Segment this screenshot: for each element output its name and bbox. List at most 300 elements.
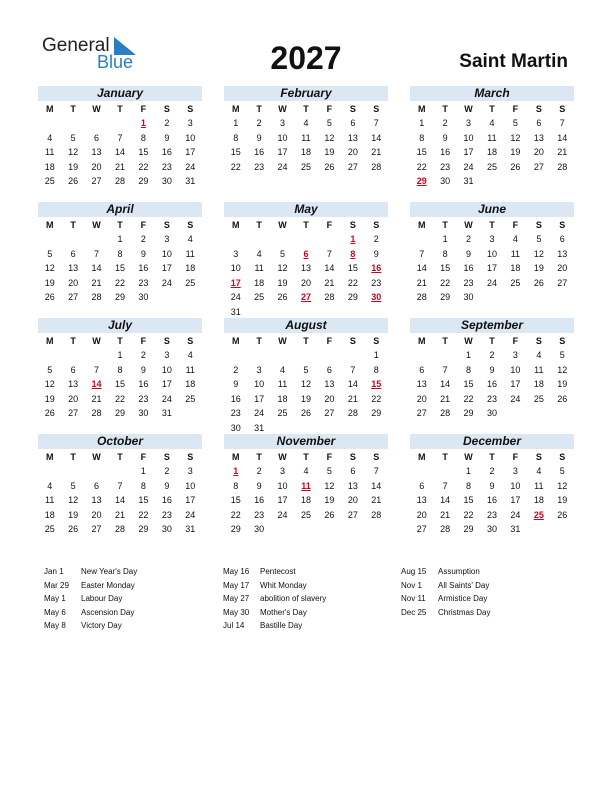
weekday-row <box>38 102 202 116</box>
weekday-label: W <box>278 452 287 462</box>
holiday-date: May 6 <box>44 607 66 617</box>
day-cell: 4 <box>187 350 193 360</box>
day-cell: 12 <box>533 248 544 259</box>
day-cell: 29 <box>371 408 382 418</box>
empty-cell <box>61 464 84 479</box>
month-september <box>410 318 574 421</box>
empty-cell <box>318 348 341 363</box>
day-cell: 23 <box>161 161 172 172</box>
day-grid <box>224 464 388 537</box>
weekday-label: S <box>187 336 194 346</box>
holiday-item <box>44 565 137 579</box>
day-cell: 15 <box>416 147 427 157</box>
weekday-label: W <box>278 336 287 346</box>
day-cell: 3 <box>164 234 170 244</box>
day-cell: 31 <box>254 422 265 433</box>
day-cell: 3 <box>256 364 262 375</box>
month-october <box>38 434 202 537</box>
holiday-date: Dec 25 <box>401 607 427 617</box>
day-cell: 19 <box>68 509 79 520</box>
day-cell: 5 <box>559 350 565 360</box>
weekday-label: T <box>256 220 262 230</box>
weekday-label: S <box>535 104 542 114</box>
day-cell: 12 <box>277 263 288 273</box>
empty-cell <box>410 232 433 247</box>
day-cell: 7 <box>419 248 425 259</box>
holiday-column <box>44 565 137 633</box>
weekday-label: T <box>256 452 262 462</box>
holiday-day: 17 <box>230 277 241 288</box>
day-cell: 6 <box>419 364 425 375</box>
day-cell: 7 <box>350 364 356 375</box>
holiday-item <box>44 592 137 606</box>
weekday-label: F <box>140 220 147 230</box>
month-january <box>38 86 202 189</box>
day-cell: 20 <box>347 495 358 505</box>
holiday-date: Nov 11 <box>401 594 426 604</box>
day-cell: 24 <box>486 277 497 288</box>
day-cell: 23 <box>486 393 497 404</box>
day-cell: 3 <box>512 466 518 476</box>
day-cell: 23 <box>371 277 382 288</box>
weekday-label: T <box>489 220 495 230</box>
day-cell: 25 <box>254 292 265 302</box>
day-cell: 17 <box>161 379 172 389</box>
day-cell: 25 <box>277 408 288 418</box>
month-march <box>410 86 574 189</box>
day-cell: 29 <box>114 408 125 418</box>
day-cell: 17 <box>486 263 497 273</box>
weekday-label: W <box>278 104 287 114</box>
day-cell: 25 <box>185 393 196 404</box>
weekday-row <box>410 450 574 464</box>
day-cell: 26 <box>300 408 311 418</box>
weekday-label: F <box>512 452 519 462</box>
day-cell: 20 <box>416 509 427 520</box>
holiday-name: Christmas Day <box>438 607 491 617</box>
weekday-label: S <box>349 336 356 346</box>
day-grid <box>410 116 574 189</box>
day-cell: 9 <box>466 248 472 259</box>
day-cell: 24 <box>161 393 172 404</box>
day-cell: 3 <box>164 350 170 360</box>
day-cell: 22 <box>230 161 241 172</box>
day-cell: 11 <box>45 495 55 505</box>
day-cell: 12 <box>300 379 311 389</box>
weekday-label: S <box>373 104 380 114</box>
weekday-row <box>410 102 574 116</box>
day-cell: 21 <box>440 509 451 520</box>
day-cell: 16 <box>138 263 149 273</box>
day-cell: 23 <box>230 408 241 418</box>
weekday-label: W <box>464 104 473 114</box>
day-cell: 10 <box>230 263 241 273</box>
day-cell: 2 <box>466 234 472 244</box>
month-june <box>410 202 574 305</box>
day-cell: 29 <box>463 408 474 418</box>
weekday-label: F <box>140 452 147 462</box>
day-cell: 19 <box>533 263 544 273</box>
day-cell: 2 <box>256 466 262 476</box>
day-cell: 6 <box>559 234 565 244</box>
day-cell: 24 <box>230 292 241 302</box>
month-november <box>224 434 388 537</box>
day-cell: 20 <box>68 393 79 404</box>
holiday-name: Mother's Day <box>260 607 307 617</box>
holiday-column <box>401 565 490 619</box>
empty-cell <box>294 348 317 363</box>
day-cell: 30 <box>440 176 451 186</box>
day-cell: 27 <box>347 509 358 520</box>
weekday-label: W <box>278 220 287 230</box>
day-cell: 27 <box>347 161 358 172</box>
month-header: August <box>224 318 388 333</box>
holiday-name: New Year's Day <box>81 567 138 576</box>
day-cell: 18 <box>533 495 544 505</box>
day-cell: 13 <box>557 248 568 259</box>
weekday-label: M <box>417 336 426 346</box>
empty-cell <box>410 464 433 479</box>
day-cell: 26 <box>324 161 335 172</box>
day-cell: 7 <box>94 364 100 375</box>
weekday-label: M <box>417 452 426 462</box>
weekday-row <box>38 450 202 464</box>
weekday-label: W <box>92 220 101 230</box>
month-header: February <box>224 86 388 101</box>
holiday-date: May 17 <box>223 580 250 590</box>
day-cell: 16 <box>486 495 497 505</box>
day-cell: 27 <box>557 277 568 288</box>
month-header: January <box>38 86 202 101</box>
day-cell: 9 <box>489 480 495 491</box>
day-cell: 21 <box>324 277 335 288</box>
day-cell: 8 <box>442 248 448 259</box>
weekday-row <box>38 334 202 348</box>
day-cell: 6 <box>536 118 542 128</box>
weekday-label: T <box>442 452 448 462</box>
holiday-day: 27 <box>300 292 311 302</box>
day-cell: 14 <box>114 495 125 505</box>
day-cell: 30 <box>486 524 497 534</box>
empty-cell <box>294 232 317 247</box>
weekday-label: F <box>326 220 333 230</box>
day-cell: 19 <box>557 379 568 389</box>
day-cell: 30 <box>161 524 172 534</box>
day-cell: 13 <box>300 263 311 273</box>
day-cell: 26 <box>533 277 544 288</box>
holiday-date: Jan 1 <box>44 567 64 576</box>
day-cell: 14 <box>91 263 102 273</box>
holiday-item <box>44 606 137 620</box>
holiday-column <box>223 565 326 633</box>
holiday-item <box>223 606 326 620</box>
day-cell: 15 <box>463 495 474 505</box>
day-cell: 21 <box>114 509 125 520</box>
holiday-day: 1 <box>140 118 146 128</box>
empty-cell <box>38 464 61 479</box>
day-cell: 14 <box>114 147 125 157</box>
day-grid <box>410 464 574 537</box>
month-july <box>38 318 202 421</box>
day-cell: 13 <box>91 147 102 157</box>
weekday-row <box>224 334 388 348</box>
holiday-day: 15 <box>371 379 382 389</box>
day-cell: 18 <box>486 147 497 157</box>
month-header: September <box>410 318 574 333</box>
day-cell: 25 <box>533 393 544 404</box>
weekday-label: S <box>559 336 566 346</box>
day-cell: 4 <box>256 248 262 259</box>
holiday-name: Armistice Day <box>438 594 488 604</box>
day-cell: 22 <box>138 161 149 172</box>
day-cell: 26 <box>277 292 288 302</box>
day-cell: 11 <box>185 248 195 259</box>
day-cell: 20 <box>68 277 79 288</box>
day-cell: 5 <box>559 466 565 476</box>
day-cell: 3 <box>489 234 495 244</box>
day-cell: 31 <box>510 524 521 534</box>
day-grid <box>410 348 574 421</box>
holiday-day: 25 <box>533 509 544 520</box>
day-cell: 9 <box>140 364 146 375</box>
weekday-label: T <box>117 452 123 462</box>
weekday-label: S <box>187 104 194 114</box>
day-cell: 29 <box>230 524 241 534</box>
empty-cell <box>61 116 84 131</box>
day-cell: 5 <box>280 248 286 259</box>
empty-cell <box>108 116 131 131</box>
holiday-name: Assumption <box>438 567 480 576</box>
day-cell: 17 <box>161 263 172 273</box>
day-cell: 21 <box>416 277 427 288</box>
day-cell: 10 <box>510 480 521 491</box>
month-header: April <box>38 202 202 217</box>
day-grid <box>38 232 202 305</box>
empty-cell <box>108 464 131 479</box>
weekday-label: M <box>45 220 54 230</box>
day-cell: 9 <box>442 132 448 143</box>
day-cell: 23 <box>161 509 172 520</box>
weekday-label: M <box>231 220 240 230</box>
day-cell: 18 <box>300 495 311 505</box>
day-cell: 1 <box>442 234 448 244</box>
holiday-item <box>401 579 490 593</box>
day-cell: 27 <box>324 408 335 418</box>
day-cell: 13 <box>91 495 102 505</box>
day-cell: 2 <box>164 466 170 476</box>
day-cell: 6 <box>350 466 356 476</box>
day-cell: 29 <box>138 176 149 186</box>
weekday-row <box>410 218 574 232</box>
day-cell: 16 <box>254 147 265 157</box>
day-cell: 18 <box>185 263 196 273</box>
day-cell: 3 <box>466 118 472 128</box>
day-cell: 9 <box>489 364 495 375</box>
day-cell: 29 <box>114 292 125 302</box>
empty-cell <box>433 464 456 479</box>
day-cell: 27 <box>533 161 544 172</box>
weekday-label: T <box>442 220 448 230</box>
weekday-label: S <box>163 104 170 114</box>
month-header: March <box>410 86 574 101</box>
weekday-label: T <box>70 104 76 114</box>
day-cell: 13 <box>533 132 544 143</box>
day-cell: 7 <box>117 132 123 143</box>
day-cell: 17 <box>277 147 288 157</box>
day-cell: 28 <box>91 408 102 418</box>
holiday-name: Labour Day <box>81 594 123 604</box>
day-cell: 18 <box>185 379 196 389</box>
day-cell: 11 <box>487 132 497 143</box>
day-cell: 17 <box>277 495 288 505</box>
day-cell: 26 <box>324 509 335 520</box>
day-grid <box>410 232 574 305</box>
weekday-label: T <box>70 220 76 230</box>
weekday-label: S <box>163 336 170 346</box>
day-cell: 1 <box>466 466 472 476</box>
day-cell: 5 <box>303 364 309 375</box>
day-cell: 13 <box>416 495 427 505</box>
day-cell: 30 <box>138 408 149 418</box>
day-cell: 1 <box>233 118 239 128</box>
day-cell: 19 <box>277 277 288 288</box>
weekday-label: T <box>117 336 123 346</box>
day-cell: 28 <box>440 524 451 534</box>
empty-cell <box>410 348 433 363</box>
empty-cell <box>247 232 270 247</box>
day-cell: 26 <box>68 524 79 534</box>
empty-cell <box>85 232 108 247</box>
day-cell: 26 <box>557 509 568 520</box>
day-grid <box>38 348 202 421</box>
day-cell: 24 <box>277 161 288 172</box>
holiday-item <box>44 579 137 593</box>
day-grid <box>224 232 388 319</box>
day-cell: 24 <box>510 393 521 404</box>
weekday-label: T <box>489 336 495 346</box>
day-cell: 1 <box>117 234 123 244</box>
day-cell: 1 <box>373 350 379 360</box>
day-cell: 9 <box>140 248 146 259</box>
weekday-label: W <box>464 220 473 230</box>
holiday-day: 16 <box>371 263 382 273</box>
day-cell: 28 <box>416 292 427 302</box>
day-cell: 27 <box>416 408 427 418</box>
holiday-day: 6 <box>303 248 309 259</box>
day-cell: 31 <box>185 176 196 186</box>
day-cell: 22 <box>416 161 427 172</box>
country-title: Saint Martin <box>459 51 568 72</box>
day-cell: 28 <box>324 292 335 302</box>
day-cell: 2 <box>256 118 262 128</box>
day-cell: 22 <box>114 393 125 404</box>
logo-general-text: General <box>42 35 110 56</box>
weekday-label: S <box>349 452 356 462</box>
day-cell: 4 <box>47 480 53 491</box>
day-cell: 13 <box>68 379 79 389</box>
day-cell: 29 <box>347 292 358 302</box>
day-cell: 20 <box>416 393 427 404</box>
day-cell: 16 <box>138 379 149 389</box>
day-cell: 21 <box>557 147 568 157</box>
holiday-item <box>223 619 326 633</box>
weekday-label: T <box>117 104 123 114</box>
day-cell: 19 <box>324 495 335 505</box>
year-title: 2027 <box>270 40 342 76</box>
day-cell: 12 <box>324 480 335 491</box>
day-cell: 1 <box>466 350 472 360</box>
day-cell: 19 <box>44 277 55 288</box>
holiday-day: 1 <box>350 234 356 244</box>
day-cell: 15 <box>463 379 474 389</box>
day-cell: 10 <box>161 248 172 259</box>
day-cell: 7 <box>442 480 448 491</box>
day-cell: 10 <box>510 364 521 375</box>
day-cell: 11 <box>277 379 288 389</box>
day-cell: 19 <box>510 147 521 157</box>
day-cell: 8 <box>117 364 123 375</box>
day-cell: 5 <box>47 248 53 259</box>
day-cell: 12 <box>557 480 568 491</box>
day-cell: 14 <box>371 480 382 491</box>
day-cell: 18 <box>300 147 311 157</box>
day-cell: 30 <box>230 422 241 433</box>
day-cell: 19 <box>44 393 55 404</box>
day-cell: 10 <box>254 379 265 389</box>
day-cell: 16 <box>161 495 172 505</box>
day-cell: 17 <box>185 495 196 505</box>
weekday-label: S <box>187 452 194 462</box>
day-cell: 12 <box>68 495 79 505</box>
holiday-date: May 1 <box>44 594 66 604</box>
weekday-row <box>410 334 574 348</box>
weekday-label: S <box>535 452 542 462</box>
day-cell: 26 <box>44 292 55 302</box>
weekday-label: W <box>92 104 101 114</box>
weekday-row <box>224 450 388 464</box>
weekday-label: T <box>70 452 76 462</box>
day-cell: 10 <box>486 248 497 259</box>
day-cell: 7 <box>373 466 379 476</box>
day-cell: 10 <box>277 480 288 491</box>
weekday-label: F <box>326 452 333 462</box>
weekday-label: S <box>163 452 170 462</box>
weekday-label: M <box>231 104 240 114</box>
day-cell: 1 <box>140 466 146 476</box>
weekday-label: T <box>303 220 309 230</box>
empty-cell <box>433 348 456 363</box>
holiday-date: May 27 <box>223 594 250 604</box>
day-cell: 11 <box>254 263 264 273</box>
day-cell: 30 <box>161 176 172 186</box>
day-cell: 27 <box>416 524 427 534</box>
day-cell: 9 <box>164 132 170 143</box>
day-cell: 8 <box>373 364 379 375</box>
weekday-label: T <box>256 104 262 114</box>
month-may <box>224 202 388 319</box>
holiday-item <box>223 565 326 579</box>
day-cell: 12 <box>68 147 79 157</box>
day-cell: 6 <box>419 480 425 491</box>
day-cell: 5 <box>47 364 53 375</box>
day-cell: 25 <box>300 509 311 520</box>
day-cell: 8 <box>233 480 239 491</box>
day-cell: 21 <box>347 393 358 404</box>
weekday-label: T <box>489 104 495 114</box>
day-cell: 2 <box>489 466 495 476</box>
day-cell: 26 <box>44 408 55 418</box>
month-august <box>224 318 388 435</box>
